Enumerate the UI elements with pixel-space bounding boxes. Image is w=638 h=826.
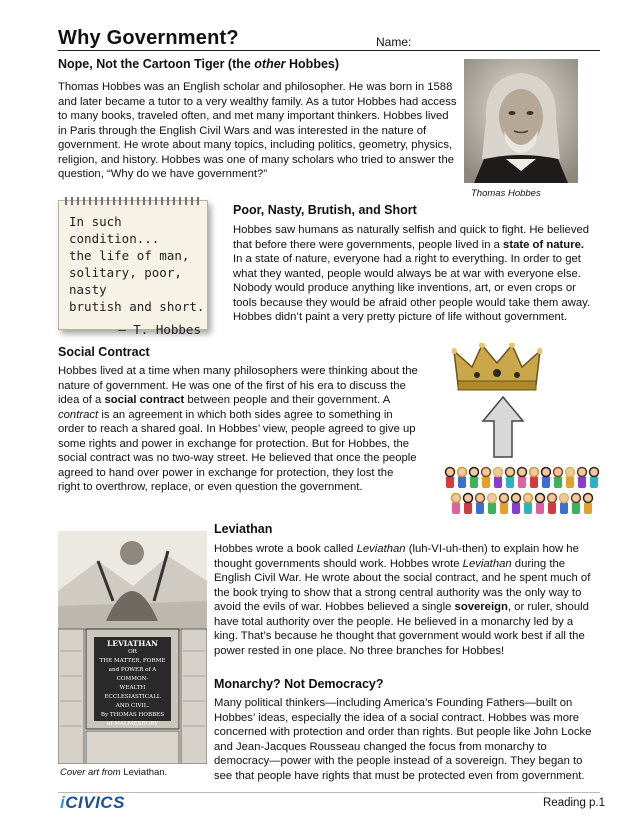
person-figure bbox=[452, 494, 461, 515]
person-figure bbox=[536, 494, 545, 515]
person-figure bbox=[518, 468, 527, 489]
person-figure bbox=[458, 468, 467, 489]
intro-body: Thomas Hobbes was an English scholar and philosopher. He was born in 1588 and later became a tutor to a very wealthy family. As a tutor Hobbes had access to many books, traveled often, and met many important thinkers. Hobbes lived in Paris through the English Civil Wars and was interested in the nature of government. He wrote about many topics, including politics, geometry, physics, religion, and history. Hobbes was one of many scholars who tried to answer the question, “Why do we have government?” bbox=[58, 81, 457, 180]
person-figure bbox=[554, 468, 563, 489]
person-figure bbox=[494, 468, 503, 489]
cover-title: LEVIATHAN OR THE MATTER, FORME and POWER of A COMMON- WEALTH ECCLESIASTICALL AND CIVIL. By THOMAS HOBBES of MALMESBURY bbox=[99, 639, 166, 727]
person-figure bbox=[512, 494, 521, 515]
title-divider bbox=[58, 50, 600, 51]
person-figure bbox=[548, 494, 557, 515]
crown-icon bbox=[452, 343, 542, 393]
person-figure bbox=[542, 468, 551, 489]
leviathan-heading: Leviathan bbox=[214, 522, 273, 536]
intro-section bbox=[58, 57, 458, 182]
intro-heading: Nope, Not the Cartoon Tiger (the other Hobbes) bbox=[58, 57, 340, 71]
portrait-caption: Thomas Hobbes bbox=[471, 188, 541, 199]
leviathan-cover-art bbox=[58, 531, 207, 764]
icivics-logo: iCIVICS bbox=[60, 793, 125, 812]
person-figure bbox=[524, 494, 533, 515]
page-number: Reading p.1 bbox=[543, 797, 606, 809]
person-figure bbox=[482, 468, 491, 489]
footer-divider bbox=[58, 792, 600, 793]
cover-caption: Cover art from Leviathan. bbox=[60, 767, 168, 778]
quote-attribution: – T. Hobbes bbox=[118, 322, 201, 337]
name-label: Name: bbox=[376, 35, 412, 49]
up-arrow-icon bbox=[481, 395, 525, 459]
person-figure bbox=[464, 494, 473, 515]
person-figure bbox=[506, 468, 515, 489]
person-figure bbox=[488, 494, 497, 515]
page-title: Why Government? bbox=[58, 27, 239, 49]
poor-nasty-body: Hobbes saw humans as naturally selfish and quick to fight. He believed that before there were governments, people lived in a state of nature. In a state of nature, everyone had a right to everything. In order to get what they wanted, people would always be at war with everyone else. Nobody would produce anything like inventions, art, or even crops or tools because they would be afraid other people would take them away. Hobbes didn’t paint a very pretty picture of life without government. bbox=[233, 224, 591, 323]
quote-card bbox=[58, 200, 208, 337]
person-figure bbox=[590, 468, 599, 489]
poor-nasty-heading: Poor, Nasty, Brutish, and Short bbox=[233, 203, 417, 217]
leviathan-section bbox=[214, 522, 597, 658]
social-contract-heading: Social Contract bbox=[58, 345, 150, 359]
person-figure bbox=[446, 468, 455, 489]
person-figure bbox=[476, 494, 485, 515]
hobbes-portrait bbox=[464, 59, 578, 183]
quote-text: In such condition... the life of man, solitary, poor, nasty brutish and short. – T. Hobbes bbox=[69, 213, 207, 338]
person-figure bbox=[566, 468, 575, 489]
person-figure bbox=[584, 494, 593, 515]
spiral-binding bbox=[65, 197, 201, 205]
social-contract-section bbox=[58, 345, 418, 495]
crowd-icon bbox=[444, 460, 602, 518]
monarchy-heading: Monarchy? Not Democracy? bbox=[214, 677, 384, 691]
person-figure bbox=[470, 468, 479, 489]
person-figure bbox=[572, 494, 581, 515]
social-contract-body: Hobbes lived at a time when many philosophers were thinking about the nature of government. He was one of the first of his era to discuss the idea of a social contract between people and their government. A contract is an agreement in which both sides agree to something in order to reach a shared goal. In Hobbes’ view, people agreed to give up some rights and power in exchange for protection. But for Hobbes, the social contract was no two-way street. He believed that once the people agreed to hand over power in exchange for protection, they lost the right to overthrow, replace, or even question the government. bbox=[58, 365, 418, 493]
leviathan-body: Hobbes wrote a book called Leviathan (luh-VI-uh-then) to explain how he thought governments should work. Hobbes wrote Leviathan during the English Civil War. He wrote about the social contract, and he spent much of the book trying to show that a strong central authority was the only way to avoid the evils of war. Hobbes believed a single sovereign, or ruler, should have total authority over the people. He believed in a monarchy led by a king. That’s because he thought that government would work best if all the power rested in one place. No three branches for Hobbes! bbox=[214, 543, 591, 657]
person-figure bbox=[578, 468, 587, 489]
person-figure bbox=[530, 468, 539, 489]
monarchy-section bbox=[214, 677, 599, 783]
person-figure bbox=[560, 494, 569, 515]
person-figure bbox=[500, 494, 509, 515]
poor-nasty-section bbox=[233, 203, 593, 325]
monarchy-body: Many political thinkers—including America’s Founding Fathers—built on Hobbes’ ideas, especially the idea of a social contract. Hobbes was more concerned with protection and order than rights. But people like John Locke and Jean-Jacques Rousseau changed the focus from monarchy to democracy—power with the people instead of a sovereign. They began to see that people have rights that must be protected even from government. bbox=[214, 697, 592, 782]
